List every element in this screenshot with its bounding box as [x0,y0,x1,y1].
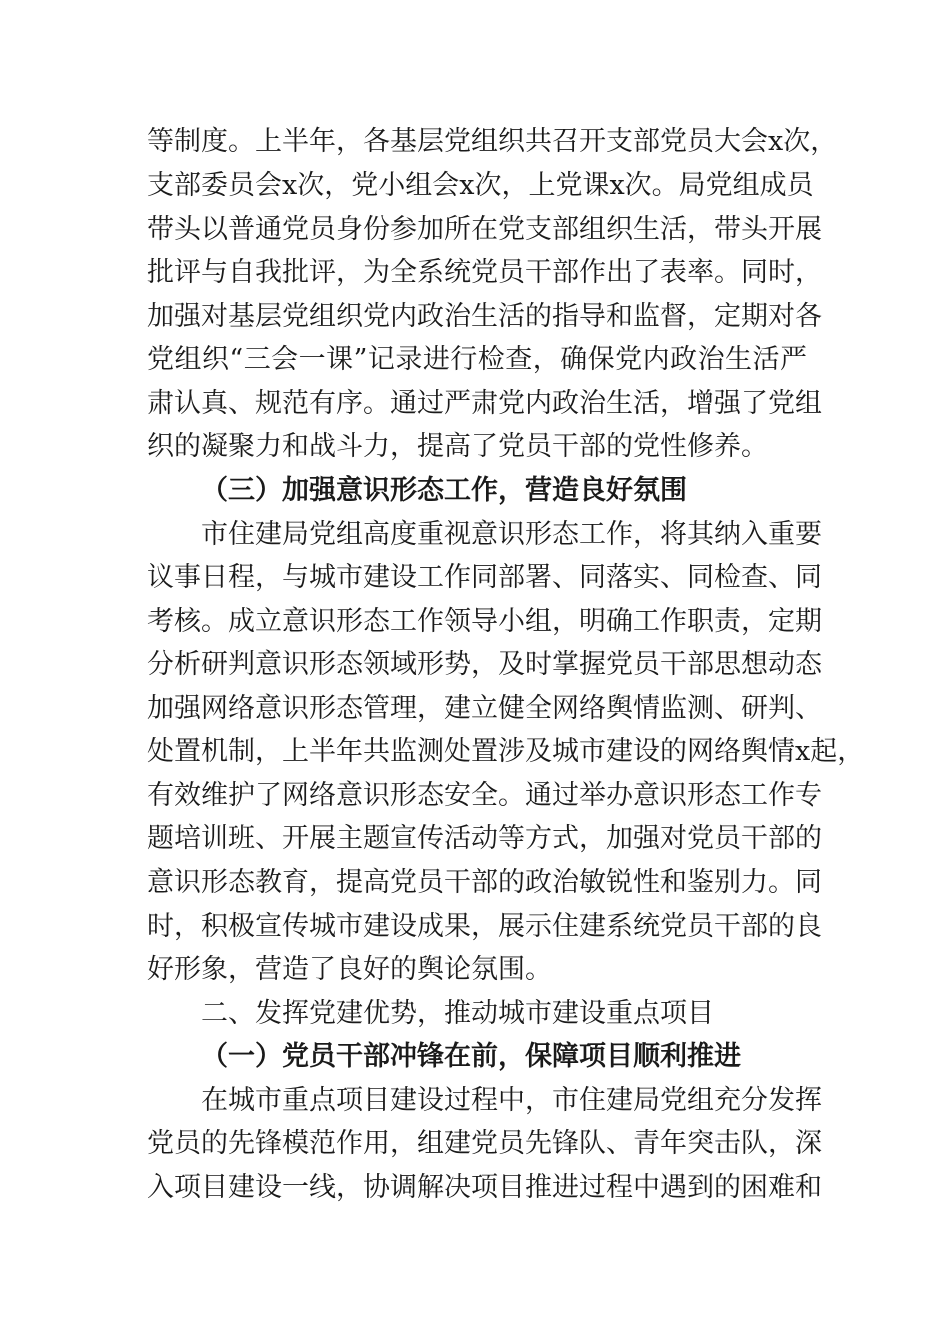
paragraph-line: 批评与自我批评，为全系统党员干部作出了表率。同时， [147,257,822,288]
paragraph-line: 题培训班、开展主题宣传活动等方式，加强对党员干部的 [147,823,822,854]
paragraph-line: 党组织“三会一课”记录进行检查，确保党内政治生活严 [147,344,807,375]
paragraph-line: 加强对基层党组织党内政治生活的指导和监督，定期对各 [147,301,822,332]
chapter-heading: 二、发挥党建优势，推动城市建设重点项目 [201,998,714,1029]
paragraph-line: 意识形态教育，提高党员干部的政治敏锐性和鉴别力。同 [147,867,822,898]
section-heading: （一）党员干部冲锋在前，保障项目顺利推进 [201,1041,741,1072]
section-heading: （三）加强意识形态工作，营造良好氛围 [201,475,687,506]
paragraph-line: 好形象，营造了良好的舆论氛围。 [147,954,552,985]
paragraph-line: 考核。成立意识形态工作领导小组，明确工作职责，定期 [147,606,822,637]
paragraph-line: 议事日程，与城市建设工作同部署、同落实、同检查、同 [147,562,822,593]
paragraph-line: 在城市重点项目建设过程中，市住建局党组充分发挥 [201,1085,822,1116]
paragraph-line: 入项目建设一线，协调解决项目推进过程中遇到的困难和 [147,1172,822,1203]
paragraph-line: 有效维护了网络意识形态安全。通过举办意识形态工作专 [147,780,822,811]
paragraph-line: 织的凝聚力和战斗力，提高了党员干部的党性修养。 [147,431,768,462]
paragraph-line: 党员的先锋模范作用，组建党员先锋队、青年突击队，深 [147,1128,822,1159]
paragraph-line: 市住建局党组高度重视意识形态工作，将其纳入重要 [201,519,822,550]
paragraph-line: 带头以普通党员身份参加所在党支部组织生活，带头开展 [147,214,822,245]
paragraph-line: 时，积极宣传城市建设成果，展示住建系统党员干部的良 [147,911,822,942]
paragraph-line: 支部委员会x次，党小组会x次，上党课x次。局党组成员 [147,170,814,201]
paragraph-line: 等制度。上半年，各基层党组织共召开支部党员大会x次， [147,126,838,157]
paragraph-line: 加强网络意识形态管理，建立健全网络舆情监测、研判、 [147,693,822,724]
paragraph-line: 处置机制，上半年共监测处置涉及城市建设的网络舆情x起， [147,736,865,767]
paragraph-line: 分析研判意识形态领域形势，及时掌握党员干部思想动态 [147,649,822,680]
paragraph-line: 肃认真、规范有序。通过严肃党内政治生活，增强了党组 [147,388,822,419]
